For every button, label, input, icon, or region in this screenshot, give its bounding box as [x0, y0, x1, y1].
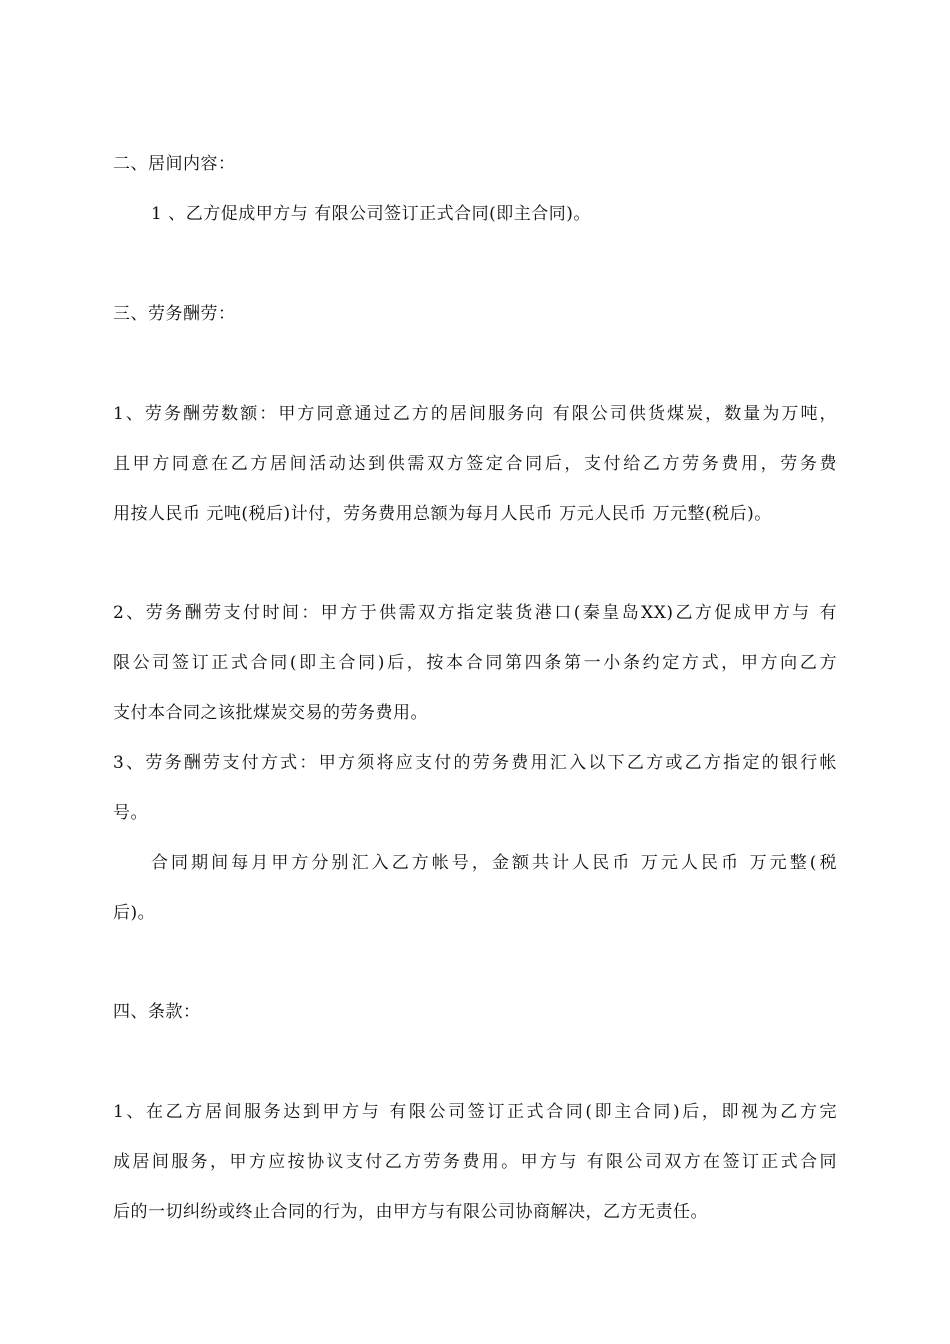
paragraph-line: 用按人民币 元吨(税后)计付，劳务费用总额为每月人民币 万元人民币 万元整(税后)。	[113, 504, 772, 524]
paragraph-line: 1 、乙方促成甲方与 有限公司签订正式合同(即主合同)。	[151, 204, 591, 224]
section-heading-service-fee: 三、劳务酬劳：	[113, 304, 236, 324]
paragraph-line: 1、在乙方居间服务达到甲方与 有限公司签订正式合同(即主合同)后，即视为乙方完	[113, 1102, 837, 1122]
paragraph-line: 后)。	[113, 903, 156, 923]
paragraph-line: 3、劳务酬劳支付方式：甲方须将应支付的劳务费用汇入以下乙方或乙方指定的银行帐	[113, 753, 837, 773]
paragraph-line: 成居间服务，甲方应按协议支付乙方劳务费用。甲方与 有限公司双方在签订正式合同	[113, 1152, 837, 1172]
paragraph-line: 支付本合同之该批煤炭交易的劳务费用。	[113, 703, 428, 723]
section-heading-terms: 四、条款：	[113, 1002, 201, 1022]
section-heading-intermediary-content: 二、居间内容：	[113, 154, 236, 174]
paragraph-line: 2、劳务酬劳支付时间：甲方于供需双方指定装货港口(秦皇岛XX)乙方促成甲方与 有	[113, 603, 837, 623]
paragraph-line: 号。	[113, 803, 148, 823]
paragraph-line: 后的一切纠纷或终止合同的行为，由甲方与有限公司协商解决，乙方无责任。	[113, 1202, 708, 1222]
paragraph-line: 1、劳务酬劳数额：甲方同意通过乙方的居间服务向 有限公司供货煤炭，数量为万吨，	[113, 404, 837, 424]
paragraph-line: 限公司签订正式合同(即主合同)后，按本合同第四条第一小条约定方式，甲方向乙方	[113, 653, 837, 673]
paragraph-line: 合同期间每月甲方分别汇入乙方帐号，金额共计人民币 万元人民币 万元整(税	[151, 853, 837, 873]
paragraph-line: 且甲方同意在乙方居间活动达到供需双方签定合同后，支付给乙方劳务费用，劳务费	[113, 454, 837, 474]
